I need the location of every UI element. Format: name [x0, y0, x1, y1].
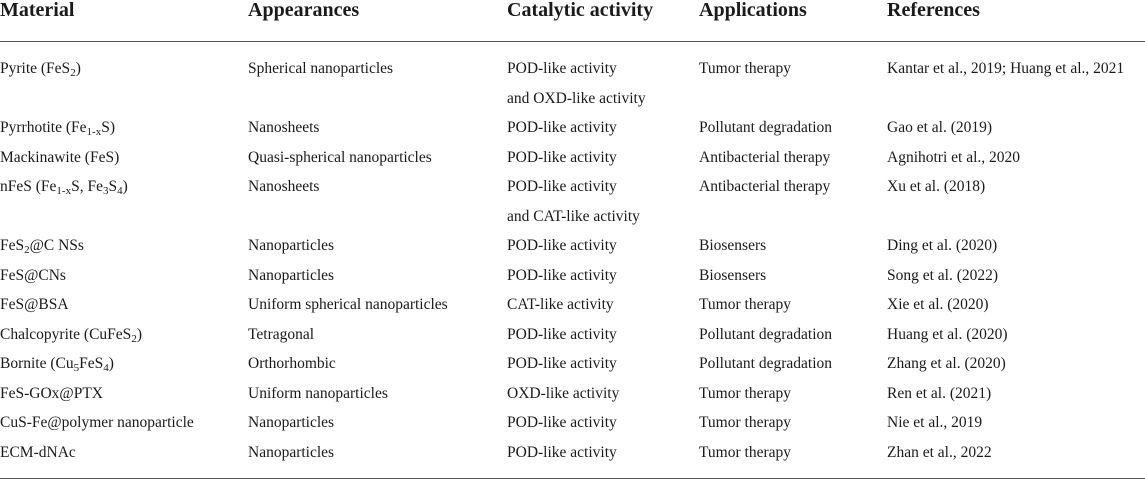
catalytic-activity-line: POD-like activity	[507, 355, 617, 372]
cell-catalytic-activity	[506, 320, 698, 350]
table-row	[0, 113, 1145, 143]
chemical-subscript: 5	[73, 362, 80, 374]
table-row	[0, 231, 1145, 261]
cell-appearances: Spherical nanoparticles	[248, 60, 394, 77]
table-body	[0, 42, 1145, 479]
cell-catalytic-activity	[506, 42, 698, 114]
table-row	[0, 261, 1145, 291]
header-material: Material	[0, 0, 247, 42]
chemical-subscript: 3	[102, 185, 109, 197]
cell-references: Xu et al. (2018)	[887, 178, 986, 195]
table-row	[0, 379, 1145, 409]
chemical-subscript: 2	[70, 67, 76, 79]
table-row	[0, 290, 1145, 320]
cell-catalytic-activity	[506, 349, 698, 379]
cell-catalytic-activity	[506, 261, 698, 291]
material-text: )	[108, 355, 114, 372]
catalytic-activity-line: POD-like activity	[507, 325, 617, 343]
chemical-subscript: 2	[131, 332, 137, 345]
cell-material	[0, 231, 247, 261]
catalytic-activity-line: POD-like activity	[507, 237, 617, 254]
cell-appearances: Uniform nanoparticles	[248, 384, 388, 402]
material-text: S, Fe	[71, 178, 103, 195]
cell-material	[0, 261, 247, 291]
catalytic-activity-line: POD-like activity	[507, 60, 617, 77]
material-text: S)	[101, 119, 115, 136]
catalytic-activity-line: and OXD-like activity	[507, 89, 646, 107]
cell-material	[0, 320, 247, 350]
cell-catalytic-activity	[506, 113, 698, 143]
header-references: References	[886, 0, 1145, 42]
cell-appearances: Nanosheets	[248, 178, 320, 195]
cell-catalytic-activity	[506, 231, 698, 261]
cell-catalytic-activity	[506, 172, 698, 231]
table-row	[0, 438, 1145, 479]
cell-references: Agnihotri et al., 2020	[887, 148, 1021, 166]
chemical-subscript: 4	[117, 185, 123, 197]
cell-appearances: Nanoparticles	[248, 266, 335, 284]
table-row	[0, 143, 1145, 173]
cell-references: Nie et al., 2019	[887, 414, 983, 431]
catalytic-activity-line: POD-like activity	[507, 178, 617, 195]
cell-catalytic-activity	[506, 408, 698, 438]
table-row	[0, 320, 1145, 350]
cell-appearances: Nanoparticles	[248, 237, 335, 254]
cell-appearances: Uniform spherical nanoparticles	[248, 296, 448, 313]
cell-material	[0, 290, 247, 320]
material-text: Bornite (Cu	[0, 355, 74, 372]
header-applications: Applications	[698, 0, 886, 42]
cell-material	[0, 408, 247, 438]
catalytic-activity-line: POD-like activity	[507, 119, 617, 136]
cell-applications: Tumor therapy	[699, 60, 791, 77]
material-text: FeS	[0, 237, 25, 254]
material-text: FeS-GOx@PTX	[0, 384, 103, 402]
table-header	[0, 0, 1145, 42]
cell-applications: Antibacterial therapy	[699, 178, 831, 195]
cell-appearances: Nanosheets	[248, 119, 320, 136]
header-appearances: Appearances	[247, 0, 506, 42]
material-text: @C NSs	[29, 237, 84, 254]
cell-appearances: Orthorhombic	[248, 355, 336, 372]
cell-references: Ren et al. (2021)	[887, 384, 992, 402]
cell-material	[0, 113, 247, 143]
cell-references: Zhan et al., 2022	[886, 438, 1145, 479]
cell-applications: Biosensers	[699, 266, 767, 284]
cell-catalytic-activity	[506, 438, 698, 479]
chemical-subscript: 1-x	[86, 126, 102, 138]
cell-applications: Tumor therapy	[699, 414, 791, 431]
table-row	[0, 172, 1145, 231]
cell-references: Kantar et al., 2019; Huang et al., 2021	[887, 60, 1125, 77]
cell-applications: Tumor therapy	[699, 296, 791, 313]
catalytic-activity-line: CAT-like activity	[507, 296, 614, 313]
cell-references: Xie et al. (2020)	[887, 296, 989, 313]
catalytic-activity-line: and CAT-like activity	[507, 207, 640, 225]
chemical-subscript: 2	[24, 244, 30, 256]
header-row	[0, 0, 1145, 42]
catalytic-activity-line: OXD-like activity	[507, 384, 620, 402]
material-text: FeS@CNs	[0, 266, 66, 284]
cell-applications: Tumor therapy	[698, 438, 886, 479]
cell-references: Song et al. (2022)	[887, 266, 999, 284]
cell-catalytic-activity	[506, 143, 698, 173]
material-text: )	[122, 178, 128, 195]
cell-material	[0, 143, 247, 173]
cell-material	[0, 172, 247, 231]
catalytic-activity-line: POD-like activity	[507, 443, 617, 461]
header-catalytic-activity: Catalytic activity	[506, 0, 698, 42]
catalytic-activity-line: POD-like activity	[507, 148, 617, 166]
cell-applications: Pollutant degradation	[699, 325, 833, 343]
cell-catalytic-activity	[506, 290, 698, 320]
catalytic-activity-line: POD-like activity	[507, 266, 617, 284]
material-text: FeS@BSA	[0, 296, 69, 313]
material-text: )	[136, 325, 142, 343]
material-text: CuS-Fe@polymer nanoparticle	[0, 414, 194, 431]
cell-references: Huang et al. (2020)	[887, 325, 1008, 343]
table-row	[0, 408, 1145, 438]
chemical-subscript: 1-x	[56, 185, 72, 197]
material-text: Mackinawite (FeS)	[0, 148, 120, 166]
cell-material	[0, 42, 247, 114]
cell-references: Zhang et al. (2020)	[887, 355, 1006, 372]
material-text: Pyrite (FeS	[0, 60, 71, 77]
cell-applications: Tumor therapy	[699, 384, 791, 402]
cell-references: Ding et al. (2020)	[887, 237, 998, 254]
cell-appearances: Quasi-spherical nanoparticles	[248, 148, 432, 166]
material-text: Pyrrhotite (Fe	[0, 119, 87, 136]
material-text: nFeS (Fe	[0, 178, 57, 195]
chemical-subscript: 4	[103, 362, 109, 374]
material-text: ECM-dNAc	[0, 443, 76, 461]
cell-material	[0, 438, 247, 479]
material-text: )	[75, 60, 81, 77]
cell-catalytic-activity	[506, 379, 698, 409]
material-text: S	[108, 178, 118, 195]
cell-applications: Pollutant degradation	[699, 355, 833, 372]
cell-appearances: Nanoparticles	[247, 438, 506, 479]
cell-applications: Biosensers	[699, 237, 767, 254]
material-text: Chalcopyrite (CuFeS	[0, 325, 132, 343]
cell-appearances: Tetragonal	[248, 325, 315, 343]
cell-material	[0, 379, 247, 409]
table-row	[0, 349, 1145, 379]
table-row	[0, 42, 1145, 114]
material-text: FeS	[79, 355, 104, 372]
cell-applications: Pollutant degradation	[699, 119, 833, 136]
cell-appearances: Nanoparticles	[248, 414, 335, 431]
catalytic-activity-line: POD-like activity	[507, 414, 617, 431]
cell-applications: Antibacterial therapy	[699, 148, 831, 166]
cell-material	[0, 349, 247, 379]
cell-references: Gao et al. (2019)	[887, 119, 993, 136]
